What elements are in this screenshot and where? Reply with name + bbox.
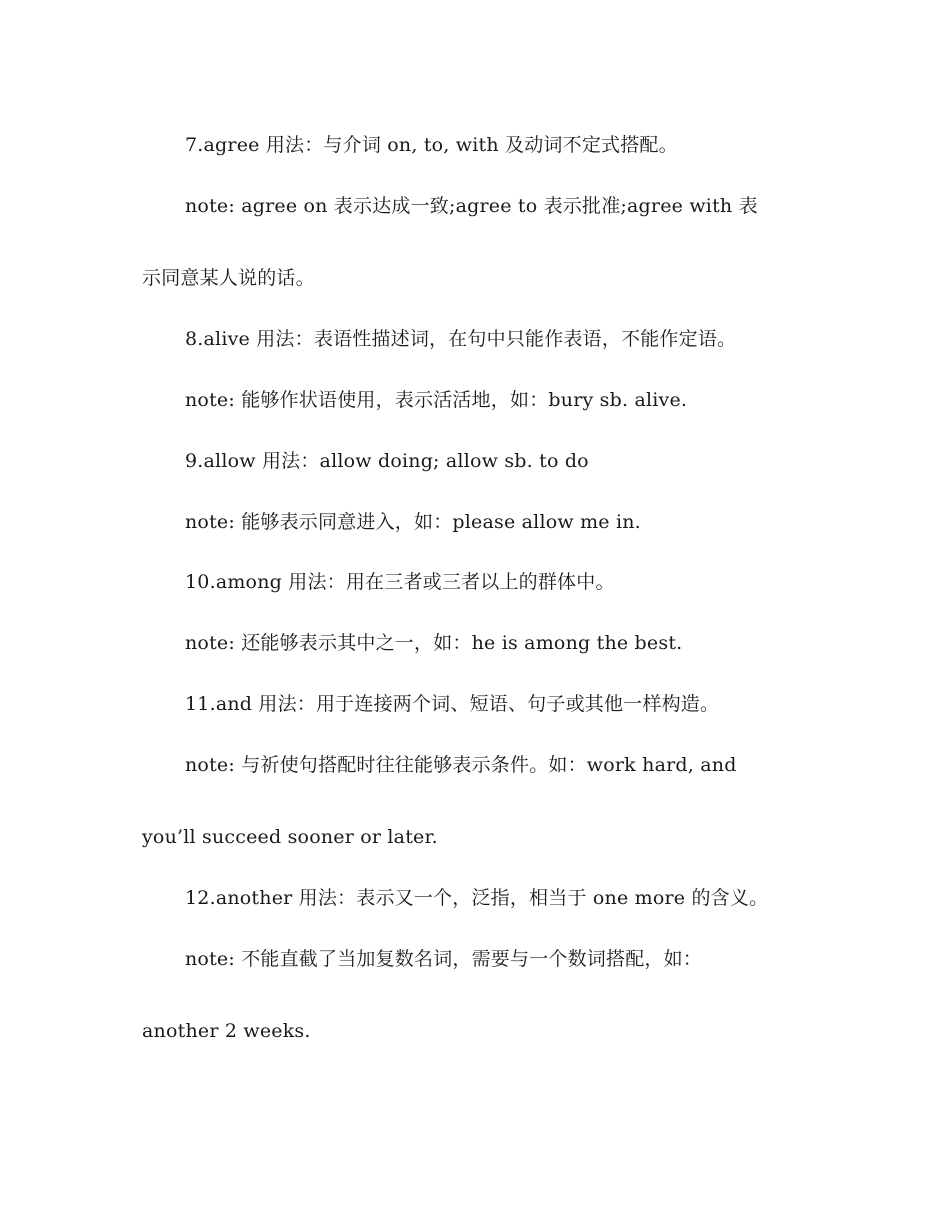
entry-allow-usage: 9.allow 用法：allow doing; allow sb. to do xyxy=(185,450,589,472)
entry-another-note-continued: another 2 weeks. xyxy=(142,1020,311,1042)
entry-and-note: note: 与祈使句搭配时往往能够表示条件。如：work hard, and xyxy=(185,754,737,776)
entry-alive-usage: 8.alive 用法：表语性描述词，在句中只能作表语，不能作定语。 xyxy=(185,328,737,350)
entry-another-note: note: 不能直截了当加复数名词，需要与一个数词搭配，如： xyxy=(185,948,702,970)
entry-and-usage: 11.and 用法：用于连接两个词、短语、句子或其他一样构造。 xyxy=(185,693,720,715)
entry-alive-note: note: 能够作状语使用，表示活活地，如：bury sb. alive. xyxy=(185,389,688,411)
entry-among-note: note: 还能够表示其中之一，如：he is among the best. xyxy=(185,632,683,654)
entry-agree-note: note: agree on 表示达成一致;agree to 表示批准;agree with 表 xyxy=(185,195,758,217)
entry-agree-note-continued: 示同意某人说的话。 xyxy=(142,267,315,289)
entry-and-note-continued: you’ll succeed sooner or later. xyxy=(142,826,438,848)
entry-another-usage: 12.another 用法：表示又一个，泛指，相当于 one more 的含义。 xyxy=(185,887,769,909)
entry-allow-note: note: 能够表示同意进入，如：please allow me in. xyxy=(185,511,641,533)
entry-among-usage: 10.among 用法：用在三者或三者以上的群体中。 xyxy=(185,571,615,593)
entry-agree-usage: 7.agree 用法：与介词 on, to, with 及动词不定式搭配。 xyxy=(185,134,678,156)
